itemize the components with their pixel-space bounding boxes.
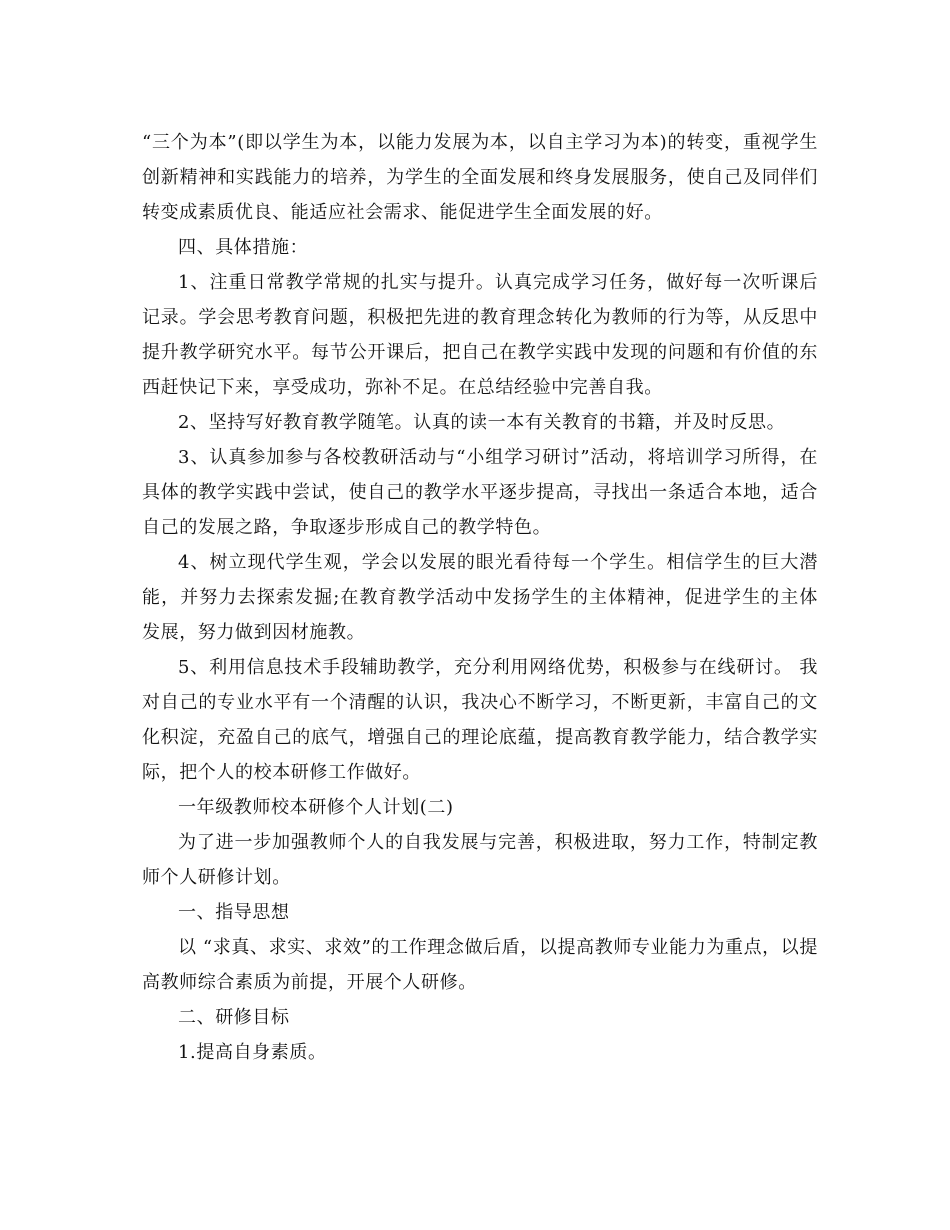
guiding-thought-paragraph: 以 “求真、求实、求效”的工作理念做后盾，以提高教师专业能力为重点，以提高教师综合素质为前提，开展个人研修。 — [142, 937, 818, 993]
paragraph-continued-intro: “三个为本”(即以学生为本，以能力发展为本，以自主学习为本)的转变，重视学生创新精神和实践能力的培养，为学生的全面发展和终身发展服务，使自己及同伴们转变成素质优良、能适应社会需求、能促进学生全面发展的好。 — [142, 132, 818, 223]
measure-item-1: 1、注重日常教学常规的扎实与提升。认真完成学习任务，做好每一次听课后记录。学会思考教育问题，积极把先进的教育理念转化为教师的行为等，从反思中提升教学研究水平。每节公开课后，把自己在教学实践中发现的问题和有价值的东西赶快记下来，享受成功，弥补不足。在总结经验中完善自我。 — [142, 272, 818, 398]
plan-two-title: 一年级教师校本研修个人计划(二) — [178, 797, 454, 818]
measure-item-2: 2、坚持写好教育教学随笔。认真的读一本有关教育的书籍，并及时反思。 — [178, 412, 786, 433]
measure-item-4: 4、树立现代学生观，学会以发展的眼光看待每一个学生。相信学生的巨大潜能，并努力去探索发掘;在教育教学活动中发扬学生的主体精神，促进学生的主体发展，努力做到因材施教。 — [142, 552, 818, 643]
section-heading-goals: 二、研修目标 — [178, 1007, 290, 1028]
section-heading-guiding-thought: 一、指导思想 — [178, 902, 290, 923]
plan-two-intro: 为了进一步加强教师个人的自我发展与完善，积极进取，努力工作，特制定教师个人研修计划。 — [142, 832, 818, 888]
goal-item-1: 1.提高自身素质。 — [178, 1042, 327, 1063]
measure-item-3: 3、认真参加参与各校教研活动与“小组学习研讨”活动，将培训学习所得，在具体的教学实践中尝试，使自己的教学水平逐步提高，寻找出一条适合本地，适合自己的发展之路，争取逐步形成自己的教学特色。 — [142, 447, 818, 538]
section-heading-measures: 四、具体措施： — [178, 237, 309, 258]
measure-item-5: 5、利用信息技术手段辅助教学，充分利用网络优势，积极参与在线研讨。 我对自己的专业水平有一个清醒的认识，我决心不断学习，不断更新，丰富自己的文化积淀，充盈自己的底气，增强自己的理论底蕴，提高教育教学能力，结合教学实际，把个人的校本研修工作做好。 — [142, 657, 818, 783]
